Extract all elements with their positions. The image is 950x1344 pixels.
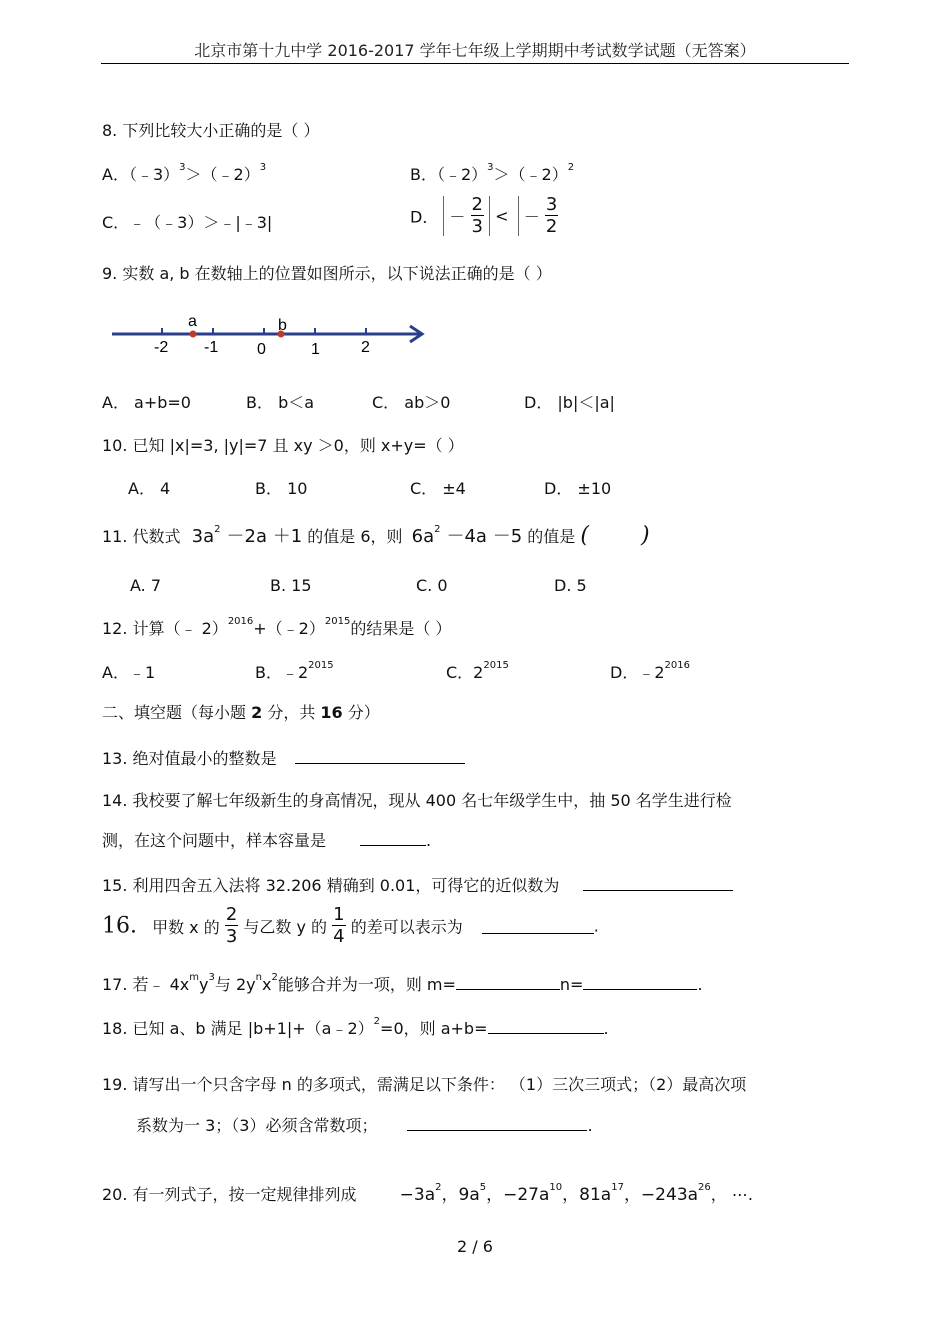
fraction-two-thirds: $\frac{2}{3}$ — [225, 904, 238, 947]
section-2-heading: 二、填空题（每小题 2 分，共 16 分） — [102, 703, 380, 722]
q8-option-d: D． － $\frac{2}{3}$ < － $\frac{3}{2}$ — [410, 194, 558, 237]
q10-option-d: D． ±10 — [544, 479, 612, 498]
q12-option-a: A．﹣1 — [102, 663, 156, 682]
page-number: 2 / 6 — [457, 1237, 493, 1256]
q10-stem: 10. 已知 |x|=3, |y|=7 且 xy ＞0，则 x+y=（ ） — [102, 436, 464, 455]
q12-option-c: C．$2^{2015}$ — [446, 660, 509, 682]
number-line — [100, 308, 440, 364]
answer-blank — [488, 1019, 604, 1034]
q8-option-c: C．﹣（﹣3）＞﹣|﹣3| — [102, 213, 273, 232]
answer-blank — [407, 1116, 587, 1131]
answer-blank — [583, 876, 733, 891]
q9-option-b: B． b＜a — [246, 393, 315, 412]
q18-stem: 18. 已知 a、b 满足 |b+1|+（a﹣2）$^2$=0，则 a+b= . — [102, 1016, 609, 1038]
q9-option-c: C． ab＞0 — [372, 393, 451, 412]
q20-stem: 20. 有一列式子，按一定规律排列成 $-3a^2$，$9a^5$，$-27a^{10}$，$81a^{17}$，$-243a^{26}$， ⋯. — [102, 1182, 753, 1205]
q10-option-c: C． ±4 — [410, 479, 466, 498]
q15-stem: 15. 利用四舍五入法将 32.206 精确到 0.01，可得它的近似数为 — [102, 873, 733, 896]
q19-line1: 19. 请写出一个只含字母 n 的多项式，需满足以下条件： （1）三次三项式；（2）最高次项 — [102, 1075, 747, 1094]
answer-blank — [456, 975, 560, 990]
q11-option-c: C. 0 — [416, 576, 448, 595]
q9-option-a: A． a+b=0 — [102, 393, 191, 412]
q12-option-d: D．$﹣2^{2016}$ — [610, 660, 690, 682]
answer-blank — [482, 919, 594, 934]
q12-option-b: B．$﹣2^{2015}$ — [255, 660, 334, 682]
fraction-one-quarter: $\frac{1}{4}$ — [333, 904, 345, 947]
fraction-two-thirds: $\frac{2}{3}$ — [471, 194, 483, 237]
q8-option-b: B．（﹣2）$^3$＞（﹣2）$^2$ — [410, 162, 575, 184]
tick-label: -2 — [154, 339, 169, 356]
q11-stem: 11. 代数式 $3a^2 -2a +1$ 的值是 6，则 $6a^2 -4a -5$ 的值是 ( ) — [102, 523, 650, 548]
q8-stem: 8. 下列比较大小正确的是（ ） — [102, 121, 320, 140]
point-a-label: a — [188, 313, 197, 330]
q8-option-a: A．（﹣3）$^3$＞（﹣2）$^3$ — [102, 162, 267, 184]
q14-line2: 测，在这个问题中，样本容量是 . — [102, 831, 432, 850]
q9-stem: 9. 实数 a, b 在数轴上的位置如图所示，以下说法正确的是（ ） — [102, 264, 552, 283]
answer-blank — [360, 831, 426, 846]
header-rule — [101, 63, 849, 64]
point-b-label: b — [278, 317, 287, 334]
answer-blank — [583, 975, 697, 990]
tick-label: -1 — [204, 339, 219, 356]
point-a-dot — [190, 331, 197, 338]
q10-option-a: A． 4 — [128, 479, 171, 498]
q10-option-b: B． 10 — [255, 479, 308, 498]
q16-stem: 16. 甲数 x 的 $\frac{2}{3}$ 与乙数 y 的 $\frac{1}{4}$ 的差可以表示为 . — [102, 904, 599, 947]
tick-label: 0 — [257, 341, 266, 358]
q14-line1: 14. 我校要了解七年级新生的身高情况，现从 400 名七年级学生中，抽 50 名学生进行检 — [102, 791, 732, 810]
q11-option-d: D. 5 — [554, 576, 587, 595]
answer-blank — [295, 749, 465, 764]
q11-option-a: A. 7 — [130, 576, 162, 595]
q19-line2: 系数为一 3；（3）必须含常数项； . — [136, 1116, 593, 1135]
q13-stem: 13. 绝对值最小的整数是 — [102, 746, 465, 769]
page-header: 北京市第十九中学 2016-2017 学年七年级上学期期中考试数学试题（无答案） — [194, 41, 756, 60]
tick-label: 1 — [311, 341, 320, 358]
q12-stem: 12. 计算（﹣ 2）$^{2016}$+（﹣2）$^{2015}$的结果是（ ） — [102, 616, 452, 638]
tick-label: 2 — [361, 339, 370, 356]
q17-stem: 17. 若﹣ $4x^my^3$与 $2y^nx^2$能够合并为一项，则 m= n= . — [102, 972, 703, 994]
q11-option-b: B. 15 — [270, 576, 312, 595]
fraction-three-halves: $\frac{3}{2}$ — [545, 194, 558, 237]
q9-option-d: D． |b|＜|a| — [524, 393, 615, 412]
